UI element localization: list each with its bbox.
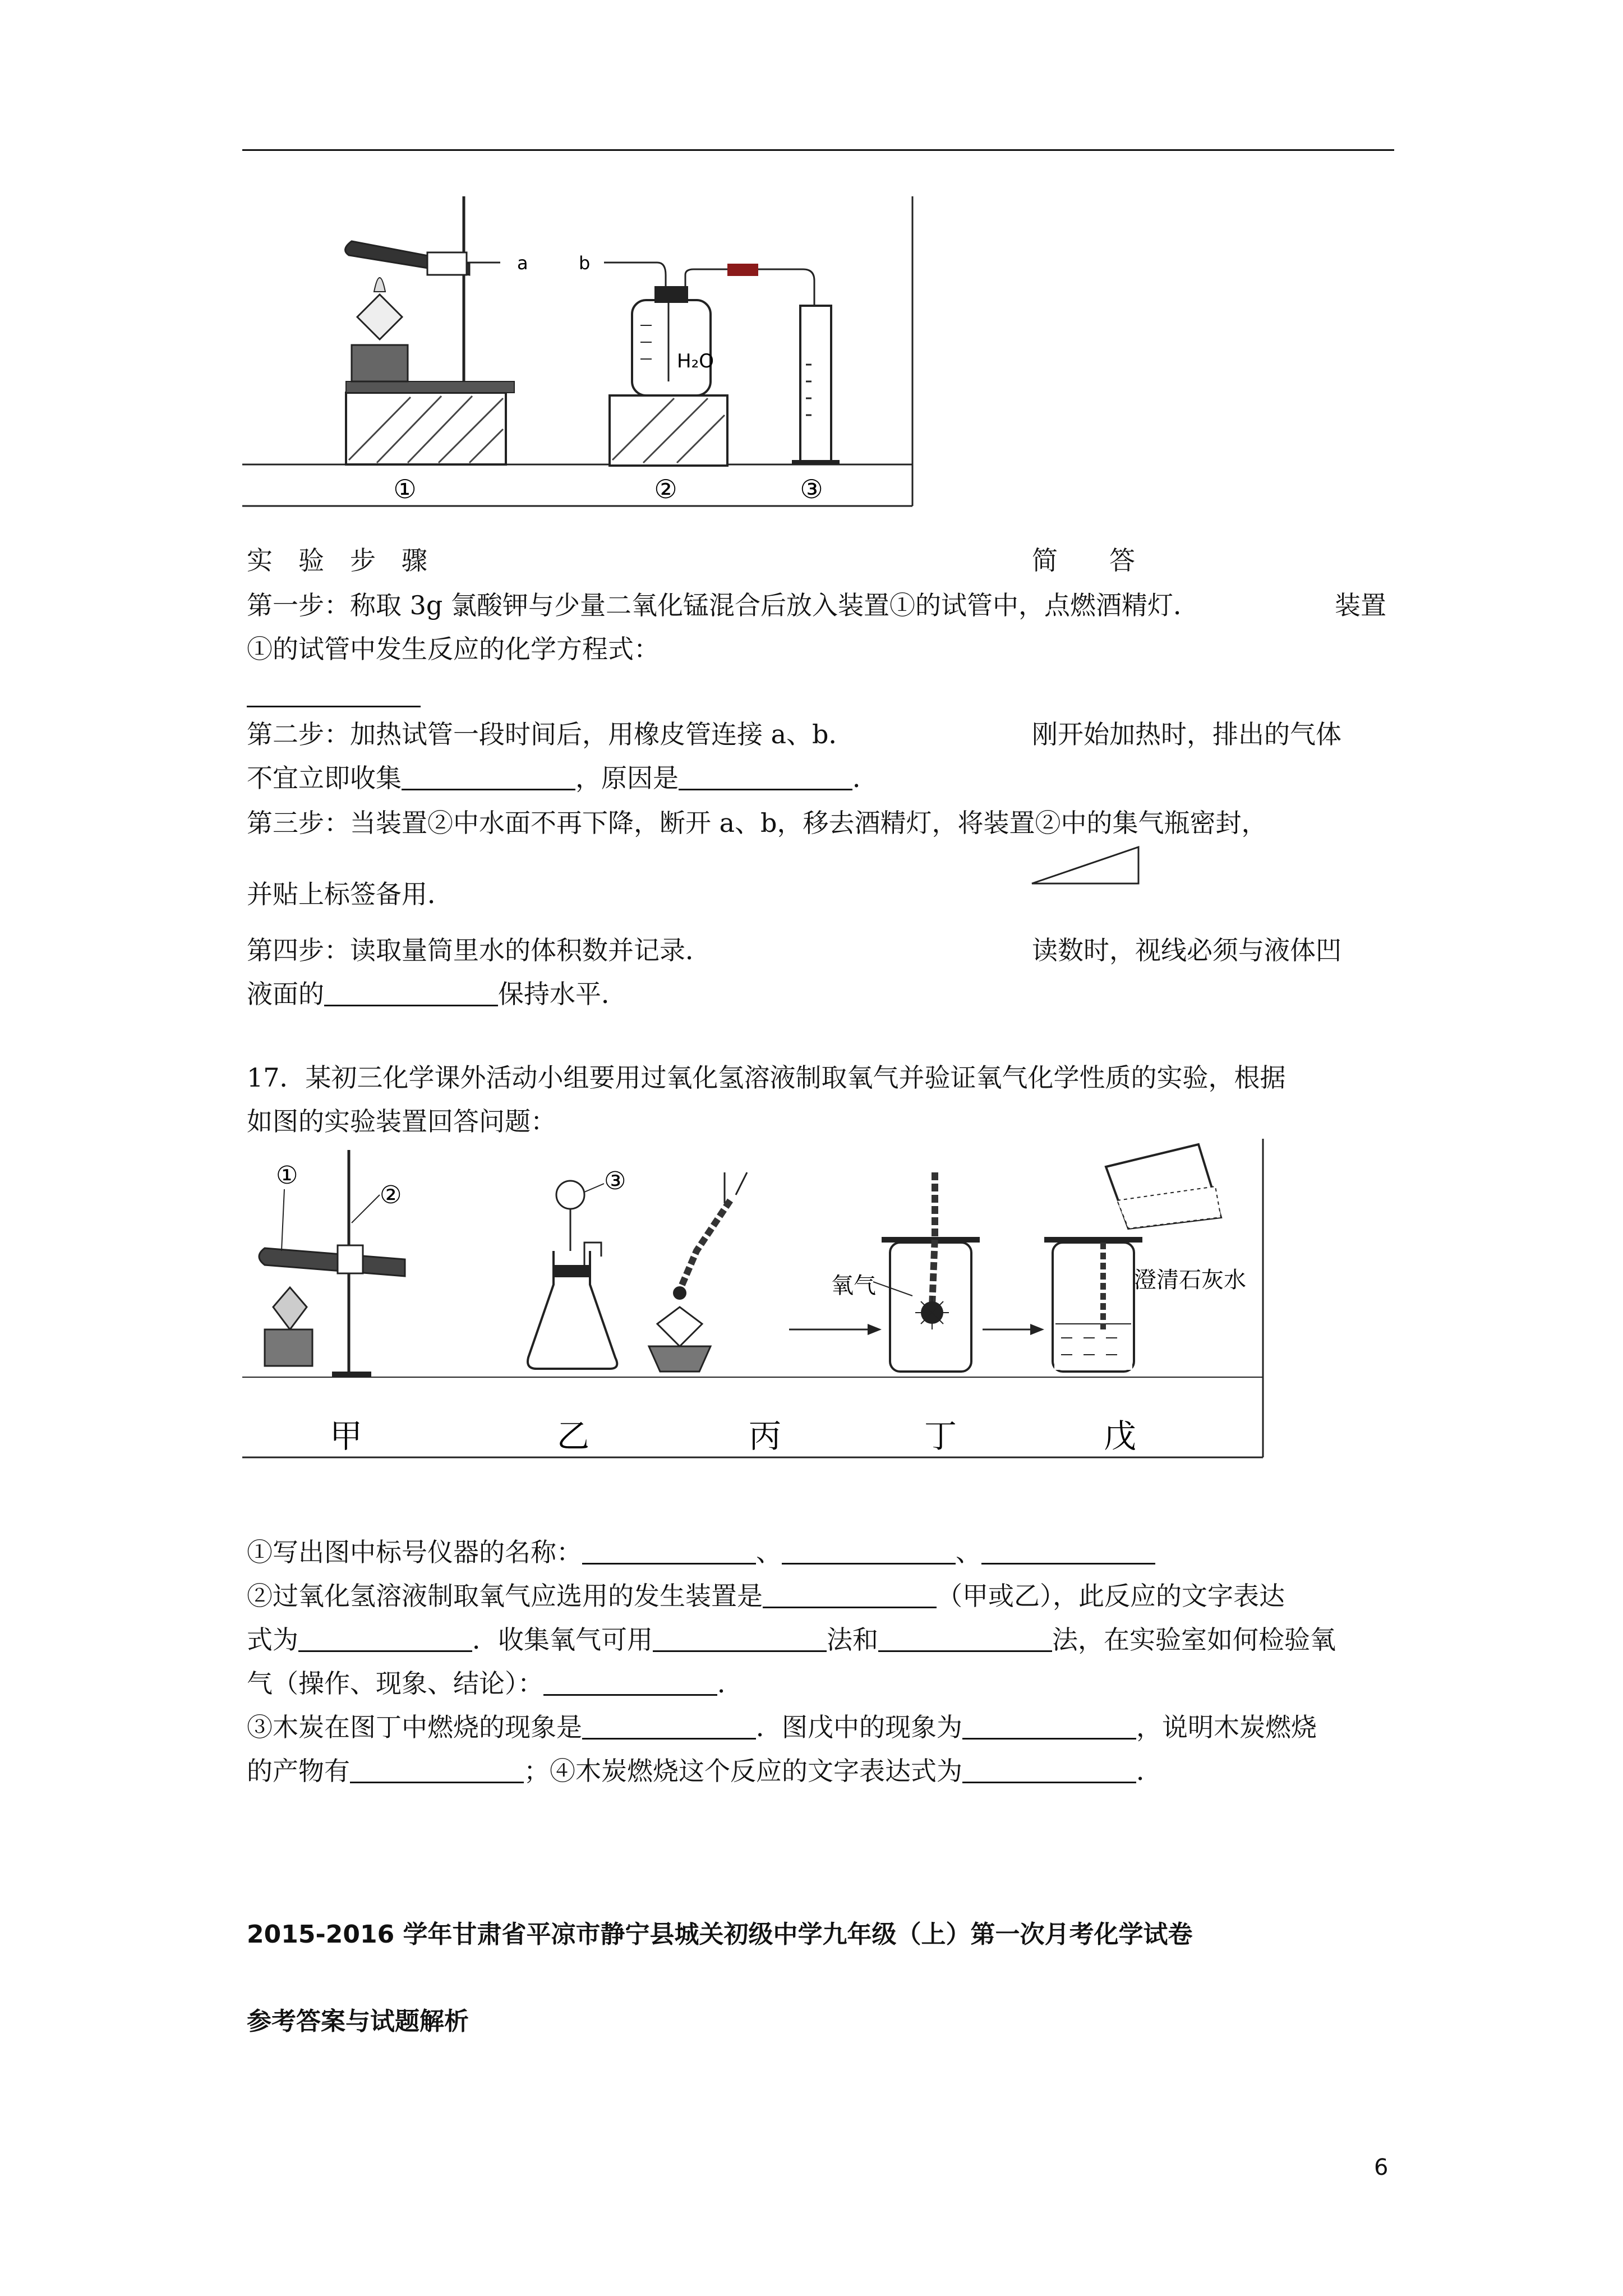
step2-text: 第二步：加热试管一段时间后，用橡皮管连接 a、b． <box>247 719 855 749</box>
q17-p1-text: ①写出图中标号仪器的名称： <box>247 1537 582 1567</box>
q17-line1: 17．某初三化学课外活动小组要用过氧化氢溶液制取氧气并验证氧气化学性质的实验，根据 <box>247 1062 1286 1093</box>
step3-line1: 第三步：当装置②中水面不再下降，断开 a、b，移去酒精灯，将装置②中的集气瓶密封， <box>247 808 1267 838</box>
step1-answer-prefix: 装置 <box>1335 590 1386 620</box>
header-rule <box>242 149 1394 151</box>
fig1-label-1: ① <box>393 474 417 504</box>
fig1-water-label: H₂O <box>677 350 714 372</box>
q17-p3-text-f: ． <box>1136 1756 1162 1786</box>
q17-p3-text-c: ，说明木炭燃烧 <box>1136 1712 1317 1742</box>
fig2-marker-2: ② <box>380 1181 402 1209</box>
q17-part3-line2 <box>247 1749 1162 1793</box>
fig2-name-yi: 乙 <box>556 1417 590 1455</box>
step2-text-a: 不宜立即收集 <box>247 763 402 793</box>
table-header-answer: 简 答 <box>1032 545 1135 576</box>
q17-p2-text-c: 式为 <box>247 1625 298 1655</box>
q17-p3-blank-4[interactable] <box>962 1759 1136 1783</box>
fig1-label-b: b <box>579 252 591 274</box>
q17-p2-blank-1[interactable] <box>763 1584 937 1608</box>
q17-p1-sep1: 、 <box>756 1537 782 1567</box>
q17-p2-blank-3[interactable] <box>653 1628 827 1652</box>
figure-oxygen-experiment <box>242 1139 1271 1464</box>
fig2-marker-1: ① <box>276 1161 298 1190</box>
q17-p1-sep2: 、 <box>956 1537 981 1567</box>
fig2-oxygen-label: 氧气 <box>831 1273 876 1299</box>
fig1-label-2: ② <box>654 474 677 504</box>
q17-line2: 如图的实验装置回答问题： <box>247 1106 556 1137</box>
step2-answer-line2 <box>247 756 878 800</box>
q17-p2-blank-5[interactable] <box>543 1672 717 1696</box>
q17-part2-line2 <box>247 1618 1336 1662</box>
fig2-name-bing: 丙 <box>748 1417 782 1455</box>
step4-text-a: 液面的 <box>247 979 324 1009</box>
fig2-marker-3: ③ <box>604 1167 626 1195</box>
q17-p2-text-f: 法，在实验室如何检验氧 <box>1052 1625 1336 1655</box>
fig2-name-ding: 丁 <box>924 1417 957 1455</box>
step4-text: 第四步：读取量筒里水的体积数并记录． <box>247 935 711 965</box>
step4-blank[interactable] <box>324 982 498 1006</box>
page-number: 6 <box>1374 2155 1389 2180</box>
fig2-name-wu: 戊 <box>1103 1417 1137 1455</box>
q17-p2-text-a: ②过氧化氢溶液制取氧气应选用的发生装置是 <box>247 1581 763 1611</box>
step3-line2: 并贴上标签备用． <box>247 879 453 909</box>
q17-p1-blank-1[interactable] <box>582 1540 756 1565</box>
step4-text-b: 保持水平． <box>498 979 627 1009</box>
fig2-limewater-label: 澄清石灰水 <box>1134 1267 1246 1293</box>
q17-p3-blank-1[interactable] <box>582 1715 756 1740</box>
step4-answer-line2 <box>247 972 627 1016</box>
step2-text-c: ． <box>852 763 878 793</box>
answer-section-subtitle: 参考答案与试题解析 <box>247 2007 469 2036</box>
q17-p2-text-e: 法和 <box>827 1625 878 1655</box>
answer-section-title: 2015-2016 学年甘肃省平凉市静宁县城关初级中学九年级（上）第一次月考化学试卷 <box>247 1920 1193 1949</box>
step4-answer-line1: 读数时，视线必须与液体凹 <box>1032 935 1341 965</box>
step1-answer-cont: ①的试管中发生反应的化学方程式： <box>247 634 660 664</box>
step2-blank-2[interactable] <box>679 766 852 790</box>
q17-p2-blank-4[interactable] <box>878 1628 1052 1652</box>
q17-p1-blank-3[interactable] <box>981 1540 1155 1565</box>
q17-part2-line1 <box>247 1574 1285 1618</box>
step2-text-b: ，原因是 <box>575 763 679 793</box>
q17-p3-text-b: ．图戊中的现象为 <box>756 1712 962 1742</box>
q17-p3-text-a: ③木炭在图丁中燃烧的现象是 <box>247 1712 582 1742</box>
fig1-label-a: a <box>517 252 528 274</box>
q17-part3-line1 <box>247 1705 1317 1749</box>
q17-p1-blank-2[interactable] <box>782 1540 956 1565</box>
q17-p3-blank-2[interactable] <box>962 1715 1136 1740</box>
fig2-name-jia: 甲 <box>329 1417 363 1455</box>
q17-p2-blank-2[interactable] <box>298 1628 472 1652</box>
step2-answer-line1: 刚开始加热时，排出的气体 <box>1032 719 1341 749</box>
step2-blank-1[interactable] <box>402 766 575 790</box>
q17-part2-line3 <box>247 1662 743 1705</box>
table-header-steps: 实 验 步 骤 <box>247 545 427 576</box>
step1-answer-blank[interactable] <box>247 706 421 707</box>
q17-p3-text-e: ；④木炭燃烧这个反应的文字表达式为 <box>524 1756 962 1786</box>
q17-p3-blank-3[interactable] <box>350 1759 524 1783</box>
figure-oxygen-collection-apparatus <box>242 196 926 508</box>
q17-p2-text-h: ． <box>717 1668 743 1699</box>
q17-p3-text-d: 的产物有 <box>247 1756 350 1786</box>
q17-part1 <box>247 1530 1155 1574</box>
q17-p2-text-b: （甲或乙），此反应的文字表达 <box>937 1581 1285 1611</box>
q17-p2-text-d: ．收集氧气可用 <box>472 1625 653 1655</box>
step1-text: 第一步：称取 3g 氯酸钾与少量二氧化锰混合后放入装置①的试管中，点燃酒精灯． <box>247 590 1199 620</box>
step3-answer-triangle-box <box>1029 844 1141 886</box>
q17-p2-text-g: 气（操作、现象、结论）： <box>247 1668 543 1699</box>
fig1-label-3: ③ <box>800 474 823 504</box>
